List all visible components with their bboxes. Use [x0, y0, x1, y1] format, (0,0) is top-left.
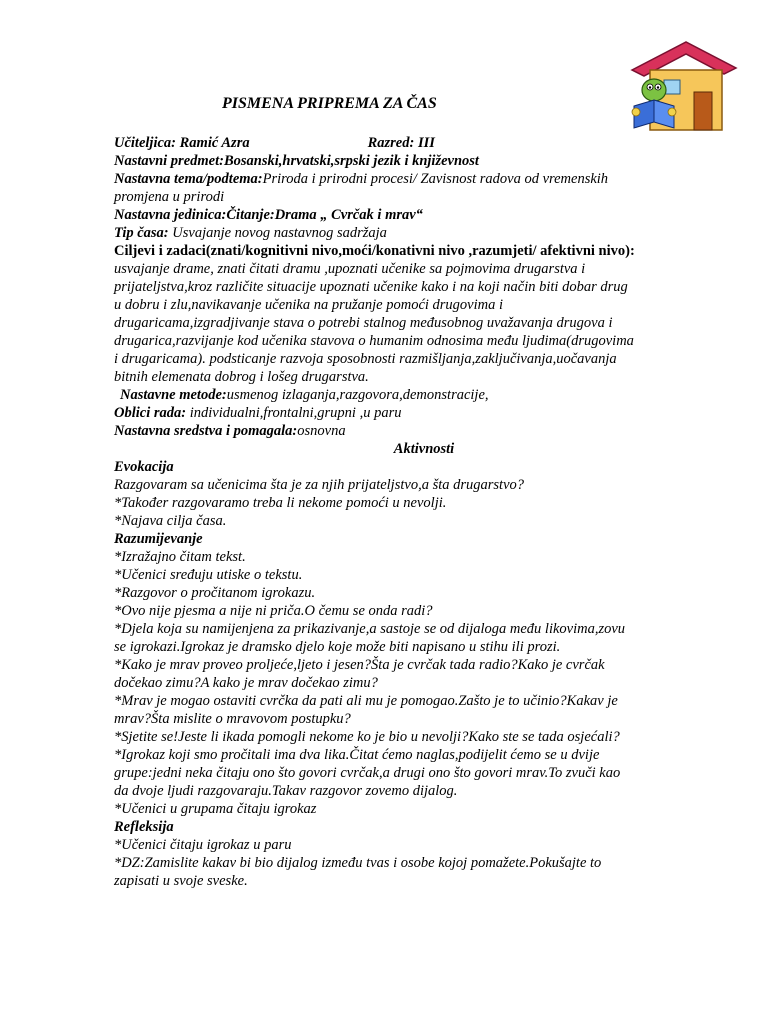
- reflection-line: *DZ:Zamislite kakav bi bio dijalog između tvas i osobe kojoj pomažete.Pokušajte to: [114, 855, 602, 871]
- understanding-heading: Razumijevanje: [114, 531, 203, 547]
- topic-value-2: promjena u prirodi: [114, 189, 225, 205]
- reflection-heading: Refleksija: [114, 819, 174, 835]
- evocation-heading: Evokacija: [114, 459, 174, 475]
- understanding-line: *Učenici u grupama čitaju igrokaz: [114, 801, 317, 817]
- evocation-line: *Najava cilja časa.: [114, 513, 227, 529]
- teaching-aids-line: [114, 422, 654, 440]
- topic-label: Nastavna tema/podtema:: [114, 171, 263, 187]
- understanding-line: da dvoje ljudi razgovaraju.Takav razgovor zovemo dijalog.: [114, 783, 458, 799]
- unit-label: Nastavna jedinica:: [114, 207, 227, 223]
- reflection-line: zapisati u svoje sveske.: [114, 873, 248, 889]
- understanding-line: se igrokazi.Igrokaz je dramsko djelo koje može biti napisano u stihu ili prozi.: [114, 639, 561, 655]
- teacher-class-line: [114, 134, 654, 152]
- unit-value: Čitanje:Drama „ Cvrčak i mrav“: [226, 207, 423, 223]
- methods-line: [114, 386, 654, 404]
- goals-line: usvajanje drame, znati čitati dramu ,upoznati učenike sa pojmovima drugarstva i: [114, 261, 586, 277]
- understanding-line: *Ovo nije pjesma a nije ni priča.O čemu se onda radi?: [114, 603, 433, 619]
- goals-line: prijateljstva,kroz različite situacije upoznati učenike kako i na koji način biti dobar drug: [114, 279, 628, 295]
- subject-label: Nastavni predmet:: [114, 153, 224, 169]
- understanding-line: dočekao zimu?A kako je mrav dočekao zimu?: [114, 675, 378, 691]
- understanding-line: mrav?Šta mislite o mravovom postupku?: [114, 711, 351, 727]
- activities-heading: Aktivnosti: [393, 441, 455, 457]
- understanding-line: *Izražajno čitam tekst.: [114, 549, 246, 565]
- understanding-line: *Mrav je mogao ostaviti cvrčka da pati ali mu je pomogao.Zašto je to učinio?Kakav je: [114, 693, 618, 709]
- understanding-line: *Kako je mrav proveo proljeće,ljeto i jesen?Šta je cvrčak tada radio?Kako je cvrčak: [114, 657, 605, 673]
- goals-heading: Ciljevi i zadaci(znati/kognitivni nivo,moći/konativni nivo ,razumjeti/ afektivni nivo):: [114, 243, 635, 259]
- page-title: PISMENA PRIPREMA ZA ČAS: [222, 95, 437, 112]
- understanding-line: grupe:jedni neka čitaju ono što govori cvrčak,a drugi ono što govori mrav.To zvuči kao: [114, 765, 621, 781]
- lesson-plan-body: [114, 134, 654, 890]
- reflection-line: *Učenici čitaju igrokaz u paru: [114, 837, 292, 853]
- topic-value-1: Priroda i prirodni procesi/ Zavisnost radova od vremenskih: [262, 171, 609, 187]
- goals-line: drugaricama,izgradjivanje stava o potrebi stalnog međusobnog uvažavanja drugova i: [114, 315, 613, 331]
- teaching-aids-label: Nastavna sredstva i pomagala:: [114, 423, 298, 439]
- evocation-line: Razgovaram sa učenicima šta je za njih prijateljstvo,a šta drugarstvo?: [114, 477, 525, 493]
- understanding-line: *Učenici sređuju utiske o tekstu.: [114, 567, 303, 583]
- understanding-line: *Razgovor o pročitanom igrokazu.: [114, 585, 316, 601]
- methods-label: Nastavne metode:: [120, 387, 227, 403]
- lesson-type-value: Usvajanje novog nastavnog sadržaja: [172, 225, 387, 241]
- evocation-line: *Također razgovaramo treba li nekome pomoći u nevolji.: [114, 495, 447, 511]
- goals-line: drugarica,razvijanje kod učenika stavova o humanim odnosima među ljudima(drugovima: [114, 333, 634, 349]
- methods-value: usmenog izlaganja,razgovora,demonstracije,: [226, 387, 489, 403]
- lesson-type-label: Tip časa:: [114, 225, 169, 241]
- work-forms-value: individualni,frontalni,grupni ,u paru: [186, 405, 402, 421]
- understanding-line: *Sjetite se!Jeste li ikada pomogli nekome ko je bio u nevolji?Kako ste se tada osjećali?: [114, 729, 620, 745]
- lesson-type-line: [114, 224, 654, 242]
- goals-line: bitnih elemenata dobrog i lošeg drugarstva.: [114, 369, 369, 385]
- teaching-aids-value: osnovna: [297, 423, 346, 439]
- goals-line: i drugaricama). podsticanje razvoja sposobnosti razmišljanja,zaključivanja,uočavanja: [114, 351, 617, 367]
- understanding-line: *Igrokaz koji smo pročitali ima dva lika.Čitat ćemo naglas,podijelit ćemo se u dvije: [114, 747, 600, 763]
- reading-house-clipart-icon: [624, 40, 744, 136]
- unit-line: [114, 206, 654, 224]
- goals-line: u dobru i zlu,navikavanje učenika na pružanje pomoći drugovima i: [114, 297, 504, 313]
- teacher-field: Učiteljica: Ramić Azra: [114, 135, 250, 151]
- subject-value: Bosanski,hrvatski,srpski jezik i književnost: [223, 153, 479, 169]
- understanding-line: *Djela koja su namijenjena za prikazivanje,a sastoje se od dijaloga među likovima,zovu: [114, 621, 626, 637]
- work-forms-label: Oblici rada:: [114, 405, 187, 421]
- subject-line: [114, 152, 654, 170]
- work-forms-line: [114, 404, 654, 422]
- topic-line: [114, 170, 654, 188]
- class-field: Razred: III: [367, 135, 435, 151]
- topic-line-2: [114, 188, 654, 206]
